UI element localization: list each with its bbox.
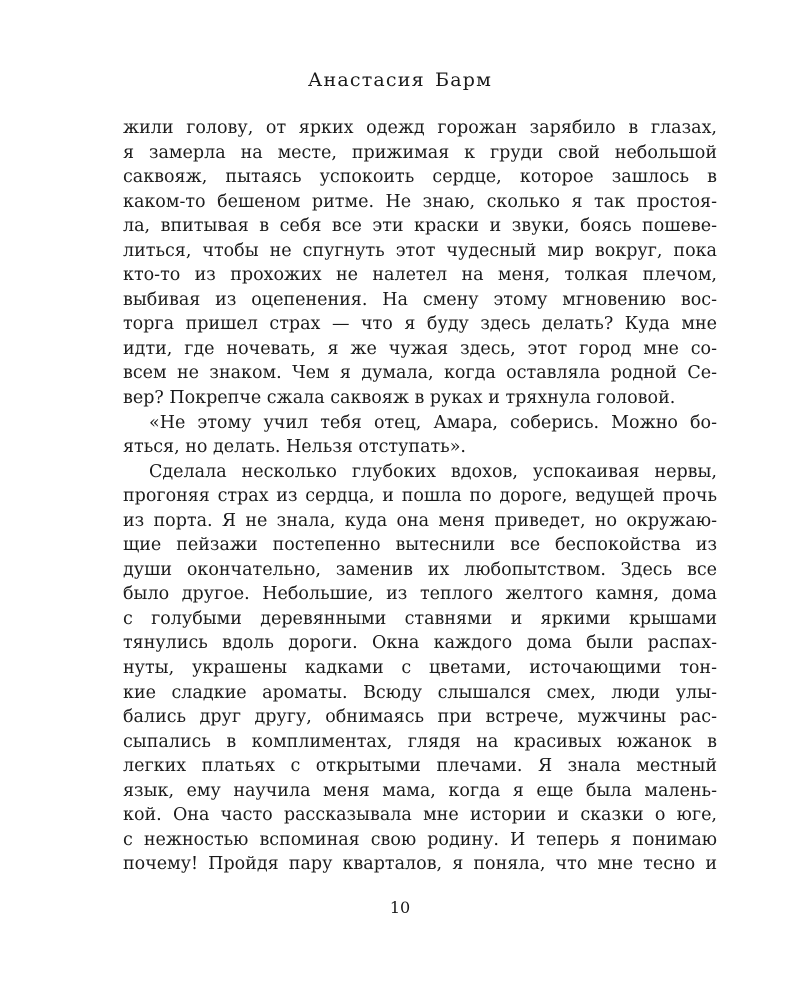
text-line: яться, но делать. Нельзя отступать». [123,437,466,458]
body-text [123,116,717,877]
text-line: почему! Пройдя пару кварталов, я поняла, что мне тесно и [123,854,717,875]
text-line: выбивая из оцепенения. На смену этому мгновению вос- [123,289,717,310]
text-line: было другое. Небольшие, из теплого желтого камня, дома [123,584,717,605]
text-line: торга пришел страх — что я буду здесь делать? Куда мне [123,314,717,335]
text-line: щие пейзажи постепенно вытеснили все беспокойства из [123,535,717,556]
text-line: кто-то из прохожих не налетел на меня, толкая плечом, [123,265,717,286]
text-line: кой. Она часто рассказывала мне истории и сказки о юге, [123,805,717,826]
text-line: тянулись вдоль дороги. Окна каждого дома были распах- [123,633,717,654]
text-line: каком-то бешеном ритме. Не знаю, сколько я так простоя- [123,191,717,212]
running-head-author: Анастасия Барм [307,69,493,91]
text-line: ла, впитывая в себя все эти краски и звуки, боясь пошеве- [123,216,717,237]
text-line: прогоняя страх из сердца, и пошла по дороге, ведущей прочь [123,486,717,507]
text-line: нуты, украшены кадками с цветами, источающими тон- [123,658,717,679]
text-line-paragraph-start: Сделала несколько глубоких вдохов, успокаивая нервы, [149,461,717,482]
text-line: с нежностью вспоминая свою родину. И теперь я понимаю [123,829,717,850]
text-line: из порта. Я не знала, куда она меня приведет, но окружаю- [123,510,717,531]
text-line: жили голову, от ярких одежд горожан зарябило в глазах, [123,118,717,138]
text-line-paragraph-start: «Не этому учил тебя отец, Амара, соберись. Можно бо- [149,412,717,433]
text-line: бались друг другу, обнимаясь при встрече, мужчины рас- [123,707,717,728]
text-line: сыпались в комплиментах, глядя на красивых южанок в [123,731,717,752]
text-line: саквояж, пытаясь успокоить сердце, которое зашлось в [123,167,717,188]
text-line: легких платьях с открытыми плечами. Я знала местный [123,756,717,777]
text-line: души окончательно, заменив их любопытством. Здесь все [123,559,717,580]
text-line: литься, чтобы не спугнуть этот чудесный мир вокруг, пока [123,240,717,261]
text-line: язык, ему научила меня мама, когда я еще была малень- [123,780,717,801]
text-line: идти, где ночевать, я же чужая здесь, этот город мне со- [123,338,717,359]
page-number: 10 [389,898,411,917]
text-line: с голубыми деревянными ставнями и яркими крышами [123,608,717,629]
text-line: я замерла на месте, прижимая к груди свой небольшой [123,142,717,163]
text-line: вер? Покрепче сжала саквояж в руках и тряхнула головой. [123,388,676,409]
text-line: всем не знаком. Чем я думала, когда оставляла родной Се- [123,363,717,384]
text-line: кие сладкие ароматы. Всюду слышался смех, люди улы- [123,682,717,703]
